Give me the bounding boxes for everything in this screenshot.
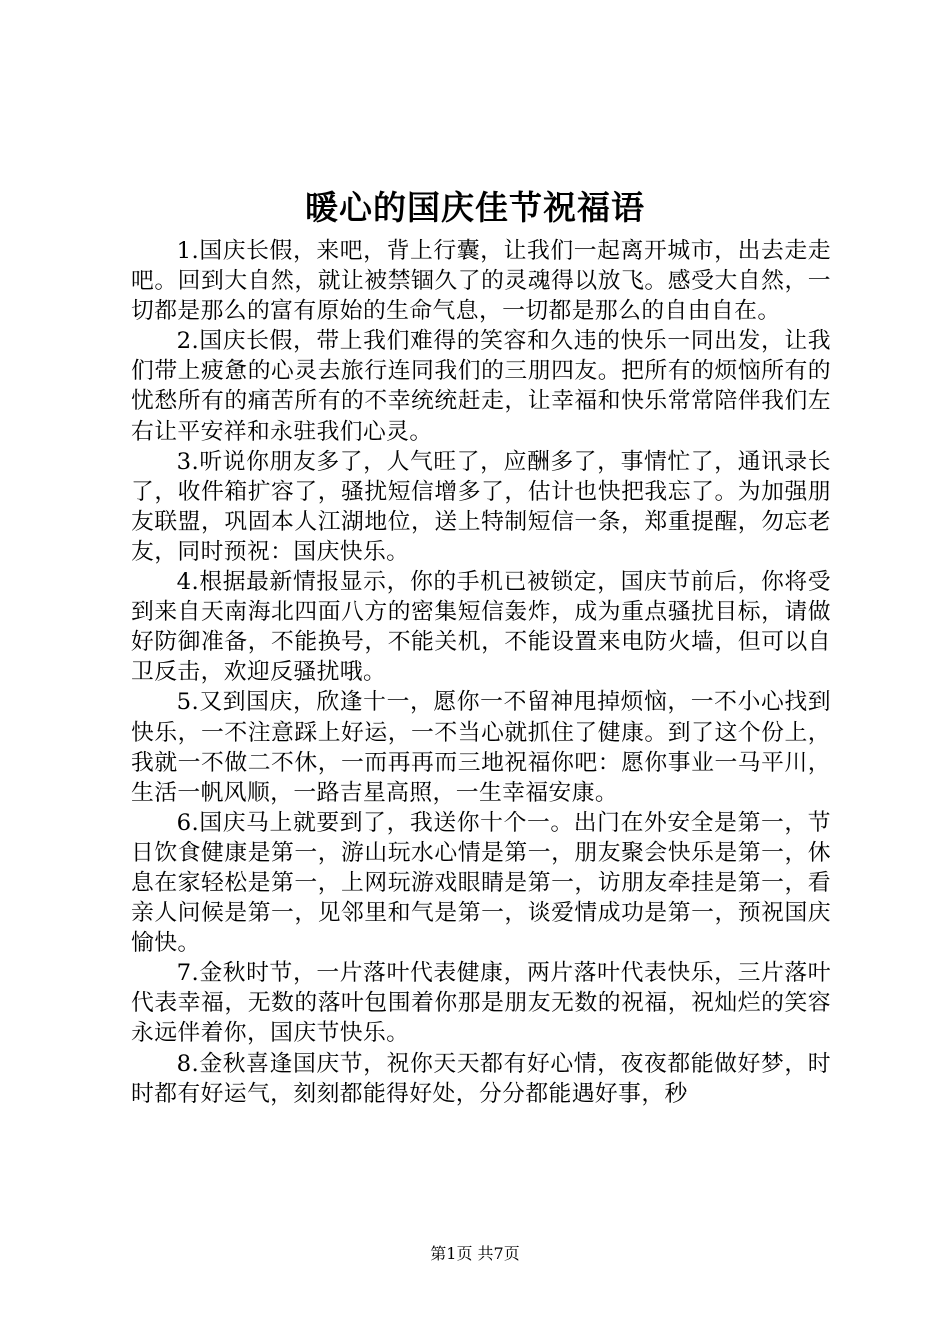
paragraph-7: 7.金秋时节，一片落叶代表健康，两片落叶代表快乐，三片落叶代表幸福，无数的落叶包围着你那是朋友无数的祝福，祝灿烂的笑容永远伴着你，国庆节快乐。 bbox=[131, 960, 831, 1047]
document-title: 暖心的国庆佳节祝福语 bbox=[305, 188, 645, 227]
paragraph-1: 1.国庆长假，来吧，背上行囊，让我们一起离开城市，出去走走吧。回到大自然，就让被禁锢久了的灵魂得以放飞。感受大自然，一切都是那么的富有原始的生命气息，一切都是那么的自由自在。 bbox=[131, 238, 831, 325]
paragraph-5: 5.又到国庆，欣逢十一，愿你一不留神甩掉烦恼，一不小心找到快乐，一不注意踩上好运，一不当心就抓住了健康。到了这个份上，我就一不做二不休，一而再再而三地祝福你吧：愿你事业一马平川，生活一帆风顺，一路吉星高照，一生幸福安康。 bbox=[131, 689, 831, 806]
page-footer: 第1页 共7页 bbox=[430, 1244, 520, 1263]
paragraph-4: 4.根据最新情报显示，你的手机已被锁定，国庆节前后，你将受到来自天南海北四面八方的密集短信轰炸，成为重点骚扰目标，请做好防御准备，不能换号，不能关机，不能设置来电防火墙，但可以自卫反击，欢迎反骚扰哦。 bbox=[131, 569, 831, 686]
paragraph-8: 8.金秋喜逢国庆节，祝你天天都有好心情，夜夜都能做好梦，时时都有好运气，刻刻都能得好处，分分都能遇好事，秒 bbox=[131, 1050, 831, 1107]
paragraph-6: 6.国庆马上就要到了，我送你十个一。出门在外安全是第一，节日饮食健康是第一，游山玩水心情是第一，朋友聚会快乐是第一，休息在家轻松是第一，上网玩游戏眼睛是第一，访朋友牵挂是第一，看亲人问候是第一，见邻里和气是第一，谈爱情成功是第一，预祝国庆愉快。 bbox=[131, 809, 831, 957]
paragraph-3: 3.听说你朋友多了，人气旺了，应酬多了，事情忙了，通讯录长了，收件箱扩容了，骚扰短信增多了，估计也快把我忘了。为加强朋友联盟，巩固本人江湖地位，送上特制短信一条，郑重提醒，勿忘老友，同时预祝：国庆快乐。 bbox=[131, 448, 831, 565]
document-body bbox=[131, 236, 831, 1109]
paragraph-2: 2.国庆长假，带上我们难得的笑容和久违的快乐一同出发，让我们带上疲惫的心灵去旅行连同我们的三朋四友。把所有的烦恼所有的忧愁所有的痛苦所有的不幸统统赶走，让幸福和快乐常常陪伴我们左右让平安祥和永驻我们心灵。 bbox=[131, 328, 831, 445]
